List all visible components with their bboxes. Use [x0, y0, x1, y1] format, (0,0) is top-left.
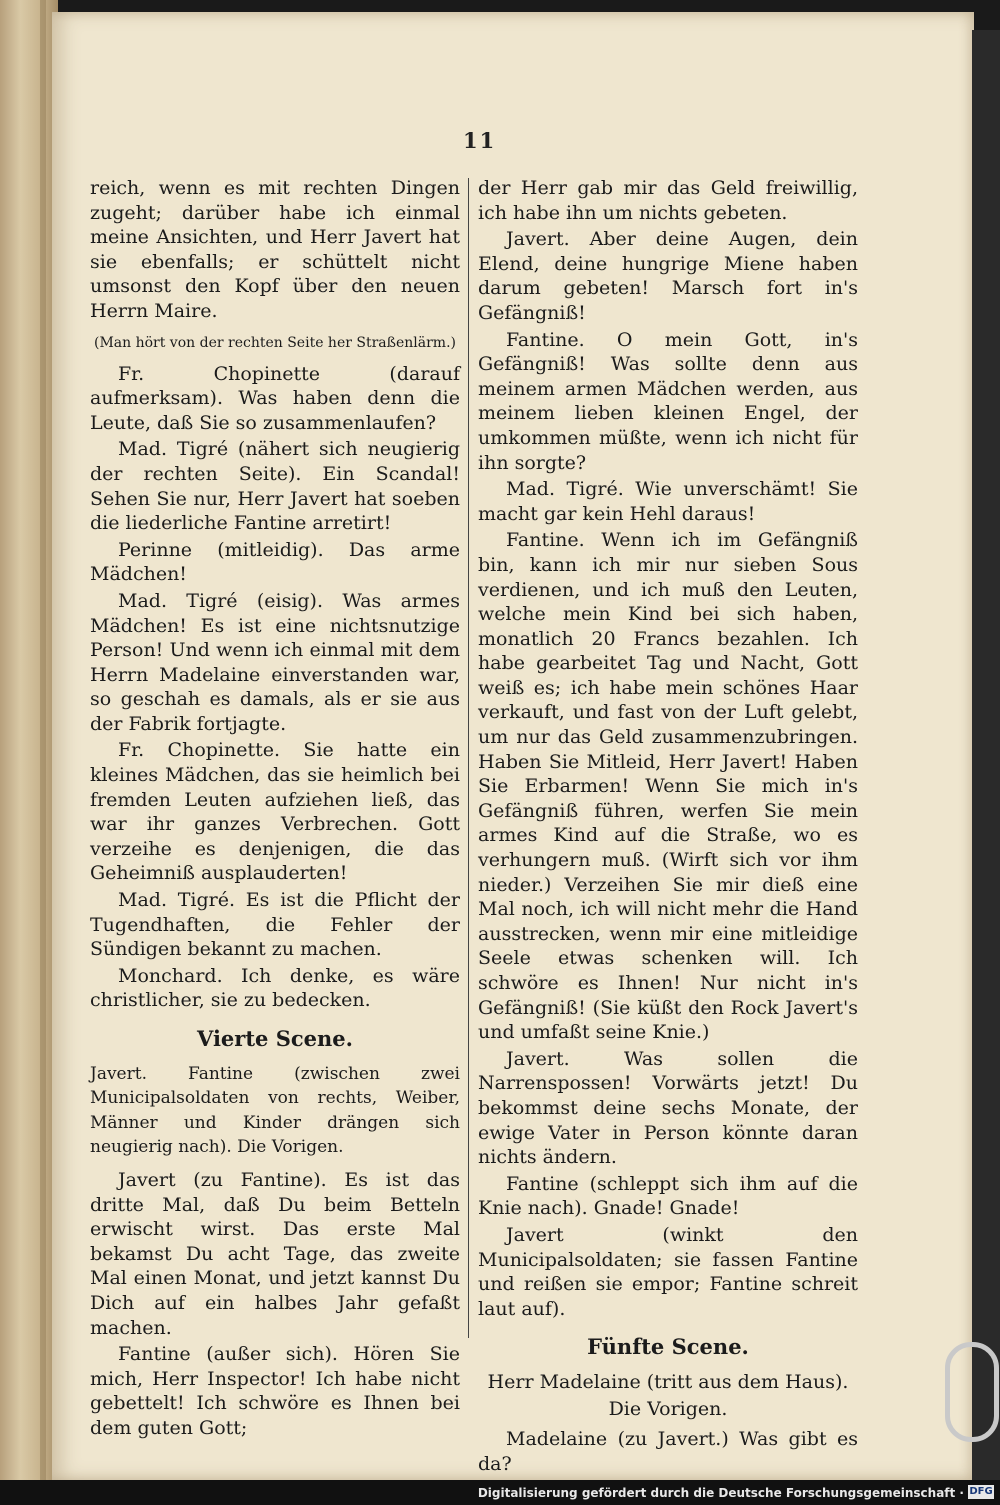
dfg-logo: DFG — [969, 1486, 993, 1497]
paragraph: Fr. Chopinette. Sie hatte ein kleines Mädchen, das sie heimlich bei fremden Leuten aufziehen ließ, das war ihr ganzes Verbrechen. Gott verzeihe es denjenigen, die das Geheimniß ausplauderten! — [90, 739, 460, 885]
spine-shadow — [40, 0, 46, 1480]
right-column — [478, 176, 858, 1478]
column-divider — [468, 178, 469, 1338]
paragraph: Mad. Tigré (nähert sich neugierig der rechten Seite). Ein Scandal! Sehen Sie nur, Herr Javert hat soeben die liederliche Fantine arretirt! — [90, 438, 460, 535]
paragraph: Monchard. Ich denke, es wäre christlicher, sie zu bedecken. — [90, 964, 460, 1012]
paragraph: Mad. Tigré. Wie unverschämt! Sie macht gar kein Hehl daraus! — [478, 478, 858, 525]
scene-heading: Vierte Scene. — [197, 1026, 353, 1051]
paragraph: Javert. Aber deine Augen, dein Elend, deine hungrige Miene haben darum gebeten! Marsch fort in's Gefängniß! — [478, 228, 858, 324]
paragraph: Javert (zu Fantine). Es ist das dritte Mal, daß Du beim Betteln erwischt wirst. Das erste Mal bekamst Du acht Tage, das zweite Mal einen Monat, und jetzt kannst Du Dich auf ein halbes Jahr gefaßt machen. — [90, 1168, 460, 1339]
footer-bar — [0, 1480, 1000, 1505]
paragraph: der Herr gab mir das Geld freiwillig, ich habe ihn um nichts gebeten. — [478, 177, 858, 224]
left-column — [90, 176, 460, 1443]
scene-cast: Javert. Fantine (zwischen zwei Municipalsoldaten von rechts, Weiber, Männer und Kinder drängen sich neugierig nach). Die Vorigen. — [90, 1063, 460, 1158]
book-spine — [0, 0, 58, 1480]
paragraph: Fr. Chopinette (darauf aufmerksam). Was haben denn die Leute, daß Sie so zusammenlaufen? — [90, 362, 460, 434]
paragraph: Fantine (außer sich). Hören Sie mich, Herr Inspector! Ich habe nicht gebettelt! Ich schwöre es Ihnen bei dem guten Gott; — [90, 1343, 460, 1439]
paragraph: Fantine (schleppt sich ihm auf die Knie nach). Gnade! Gnade! — [478, 1172, 858, 1220]
page-edge-background — [972, 30, 1000, 1480]
paragraph: Mad. Tigré (eisig). Was armes Mädchen! Es ist eine nichtsnutzige Person! Und wenn ich einmal mit dem Herrn Madelaine einverstanden war, so geschah es damals, als er sie aus der Fabrik fortjagte. — [90, 589, 460, 735]
funding-credit: Digitalisierung gefördert durch die Deutsche Forschungsgemeinschaft · — [477, 1486, 964, 1500]
paragraph: Javert. Was sollen die Narrenspossen! Vorwärts jetzt! Du bekommst deine sechs Monate, der ewige Vater in Person könnte daran nichts ändern. — [478, 1047, 858, 1169]
paragraph: Javert (winkt den Municipalsoldaten; sie fassen Fantine und reißen sie empor; Fantine schreit laut auf). — [478, 1223, 858, 1320]
paragraph: Mad. Tigré. Es ist die Pflicht der Tugendhaften, die Fehler der Sündigen bekannt zu machen. — [90, 889, 460, 961]
stage-direction: (Man hört von der rechten Seite her Straßenlärm.) — [93, 334, 456, 351]
scene-cast: Herr Madelaine (tritt aus dem Haus). — [487, 1370, 849, 1393]
paragraph: reich, wenn es mit rechten Dingen zugeht; darüber habe ich einmal meine Ansichten, und Herr Javert hat sie ebenfalls; er schüttelt nicht umsonst den Kopf über den neuen Herrn Maire. — [90, 177, 460, 322]
page-number: 11 — [463, 128, 497, 153]
paragraph: Fantine. O mein Gott, in's Gefängniß! Was sollte denn aus meinem armen Mädchen werden, aus meinem lieben kleinen Engel, der umkommen müßte, wenn ich nicht für ihn sorgte? — [478, 328, 858, 474]
scene-heading: Fünfte Scene. — [587, 1334, 749, 1360]
scene-cast: Die Vorigen. — [608, 1397, 728, 1420]
paragraph: Madelaine (zu Javert.) Was gibt es da? — [478, 1428, 858, 1475]
page-clip — [945, 1342, 999, 1442]
paragraph: Fantine. Wenn ich im Gefängniß bin, kann ich mir nur sieben Sous verdienen, und ich muß den Leuten, welche mein Kind bei sich haben, monatlich 20 Francs bezahlen. Ich habe gearbeitet Tag und Nacht, Gott weiß es; ich habe mein schönes Haar verkauft, und fast von der Luft gelebt, um nur das Geld zusammenzubringen. Haben Sie Mitleid, Herr Javert! Haben Sie Erbarmen! Wenn Sie mich in's Gefängniß führen, werfen Sie mein armes Kind auf die Straße, wo es verhungern muß. (Wirft sich vor ihm nieder.) Verzeihen Sie mir dieß eine Mal noch, ich will nicht mehr die Hand ausstrecken, wenn mir eine mitleidige Seele etwas schenken will. Ich schwöre es Ihnen! Nur nicht in's Gefängniß! (Sie küßt den Rock Javert's und umfaßt seine Knie.) — [478, 529, 858, 1044]
paragraph: Perinne (mitleidig). Das arme Mädchen! — [90, 538, 460, 586]
